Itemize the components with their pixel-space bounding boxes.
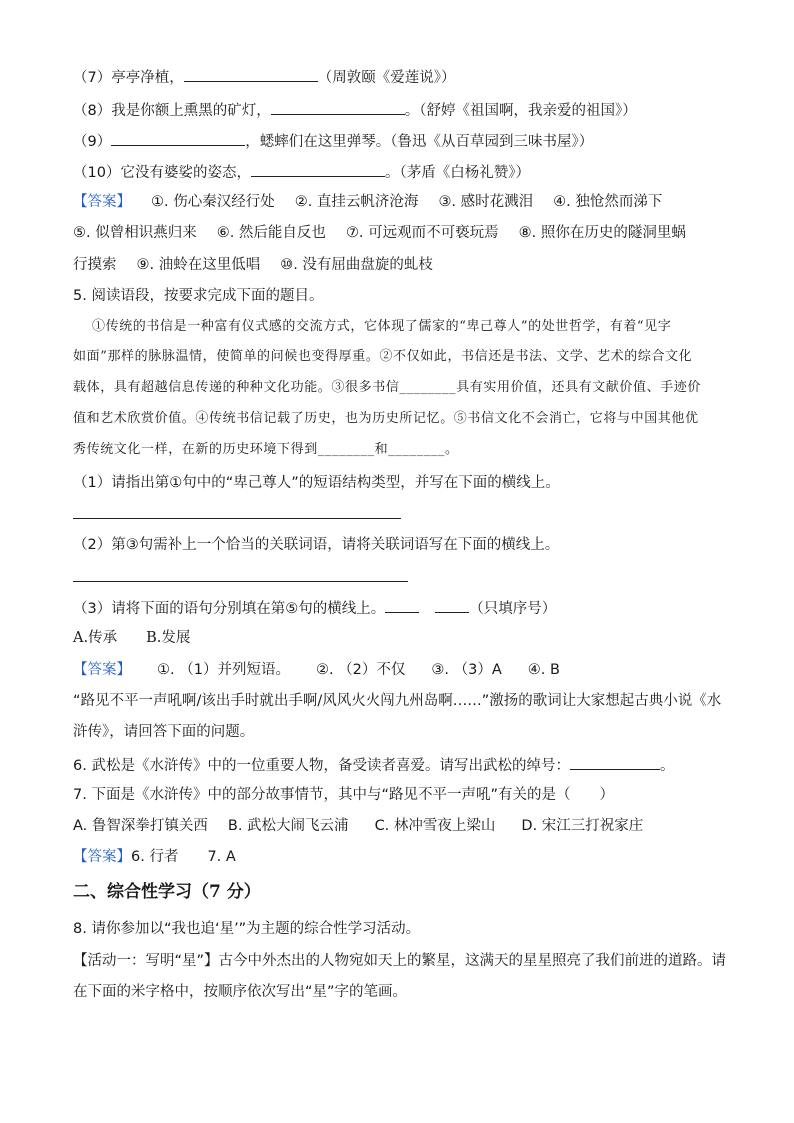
answer-item: ⑥. 然后能自反也: [216, 225, 326, 241]
answer-item: ③. 感时花溅泪: [438, 194, 534, 210]
question-7-options: [73, 816, 643, 836]
passage-line: 值和艺术欣赏价值。④传统书信记载了历史，也为历史所记忆。⑤书信文化不会消亡，它将与中国其他优: [73, 411, 699, 426]
answer-item: ①. （1）并列短语。: [157, 662, 290, 678]
passage-line: 秀传统文化一样，在新的历史环境下得到________和________。: [73, 442, 459, 457]
answer-item: ⑧. 照你在历史的隧洞里蜗: [518, 225, 686, 241]
answer-text: 6. 行者 7. A: [131, 849, 236, 865]
poem-8-prefix: （8）我是你额上熏黑的矿灯，: [73, 103, 271, 119]
answer-line-q67: [73, 847, 236, 867]
answer-item: ②. 直挂云帆济沧海: [294, 194, 419, 210]
answer-line-blank[interactable]: [73, 517, 401, 519]
activity-1-line: 在下面的米字格中，按顺序依次写出“星”字的笔画。: [73, 984, 408, 1000]
passage-line: 如面”那样的脉脉温情，使简单的问候也变得厚重。②不仅如此，书信还是书法、文学、艺术的综合文化: [73, 349, 693, 364]
answer-tag: 【答案】: [73, 194, 131, 210]
question-5-sub3: [73, 597, 556, 619]
poem-line-10: [73, 161, 530, 183]
answer-item: ⑨. 油蛉在这里低唱: [136, 257, 261, 273]
answer-item: ⑩. 没有屈曲盘旋的虬枝: [280, 257, 433, 273]
question-8-title: 8. 请你参加以“我也追‘星’”为主题的综合性学习活动。: [73, 921, 421, 937]
poem-9-suffix: ，蟋蟀们在这里弹琴。（鲁迅《从百草园到三味书屋》）: [245, 134, 594, 150]
option-a: A. 鲁智深拳打镇关西: [73, 818, 208, 834]
activity-1-line: 【活动一：写明“星”】古今中外杰出的人物宛如天上的繁星，这满天的星星照亮了我们前进的道路。请: [73, 953, 727, 969]
sub3-prefix: （3）请将下面的语句分别填在第⑤句的横线上。: [73, 601, 386, 617]
answer-line-2: [73, 223, 686, 243]
answer-line-blank[interactable]: [73, 580, 408, 582]
intro-line: “路见不平一声吼啊/该出手时就出手啊/风风火火闯九州岛啊……”激扬的歌词让大家想起古典小说《水: [73, 693, 722, 709]
intro-line: 浒传》，请回答下面的问题。: [73, 724, 255, 740]
answer-item: ⑤. 似曾相识燕归来: [73, 225, 197, 241]
poem-line-9: [73, 130, 593, 152]
answer-item: ②. （2）不仅: [315, 662, 406, 678]
answer-blank[interactable]: [271, 99, 405, 115]
question-5-options: A.传承 B.发展: [73, 630, 191, 646]
passage-line: ①传统的书信是一种富有仪式感的交流方式，它体现了儒家的“卑己尊人”的处世哲学，有着“见字: [92, 319, 672, 334]
answer-blank[interactable]: [385, 597, 419, 613]
answer-item: ④. 独怆然而涕下: [553, 194, 663, 210]
poem-line-7: [73, 66, 455, 88]
poem-7-prefix: （7）亭亭净植，: [73, 70, 184, 86]
answer-blank[interactable]: [184, 66, 318, 82]
answer-item: ③. （3）A: [431, 662, 502, 678]
answer-line-1: [73, 192, 662, 212]
answer-blank[interactable]: [251, 161, 385, 177]
answer-item: ④. B: [527, 662, 560, 678]
option-b: B. 武松大闹飞云浦: [227, 818, 349, 834]
answer-tag: 【答案】: [73, 662, 131, 678]
section-heading: 二、综合性学习（7 分）: [73, 882, 261, 902]
poem-9-prefix: （9）: [73, 134, 112, 150]
answer-blank[interactable]: [570, 754, 660, 770]
poem-line-8: [73, 99, 637, 121]
passage-line: 载体，具有超越信息传递的种种文化功能。③很多书信________具有实用价值，还具有文献价值、手迹价: [73, 380, 702, 395]
option-c: C. 林冲雪夜上梁山: [374, 818, 496, 834]
answer-tag: 【答案】: [73, 849, 131, 865]
answer-item: ⑦. 可远观而不可亵玩焉: [345, 225, 499, 241]
answer-item: ①. 伤心秦汉经行处: [151, 194, 275, 210]
question-6-end: 。: [659, 758, 675, 774]
question-6-text: 6. 武松是《水浒传》中的一位重要人物，备受读者喜爱。请写出武松的绰号：: [73, 758, 570, 774]
answer-item: 行摸索: [73, 257, 117, 273]
question-5-sub1: （1）请指出第①句中的“卑己尊人”的短语结构类型，并写在下面的横线上。: [73, 475, 560, 491]
question-5-title: 5. 阅读语段，按要求完成下面的题目。: [73, 288, 324, 304]
poem-7-suffix: （周敦颐《爱莲说》）: [317, 70, 456, 86]
answer-line-3: [73, 255, 433, 275]
option-d: D. 宋江三打祝家庄: [521, 818, 644, 834]
answer-blank[interactable]: [435, 597, 469, 613]
sub3-suffix: （只填序号）: [469, 601, 557, 617]
poem-8-suffix: 。（舒婷《祖国啊，我亲爱的祖国》）: [404, 103, 637, 119]
poem-10-suffix: 。（茅盾《白杨礼赞》）: [384, 165, 530, 181]
answer-blank[interactable]: [111, 130, 245, 146]
answer-line-q5: [73, 660, 560, 680]
question-6: [73, 754, 674, 776]
question-5-sub2: （2）第③句需补上一个恰当的关联词语，请将关联词语写在下面的横线上。: [73, 537, 560, 553]
question-7: 7. 下面是《水浒传》中的部分故事情节，其中与“路见不平一声吼”有关的是（ ）: [73, 787, 614, 803]
poem-10-prefix: （10）它没有婆娑的姿态，: [73, 165, 251, 181]
